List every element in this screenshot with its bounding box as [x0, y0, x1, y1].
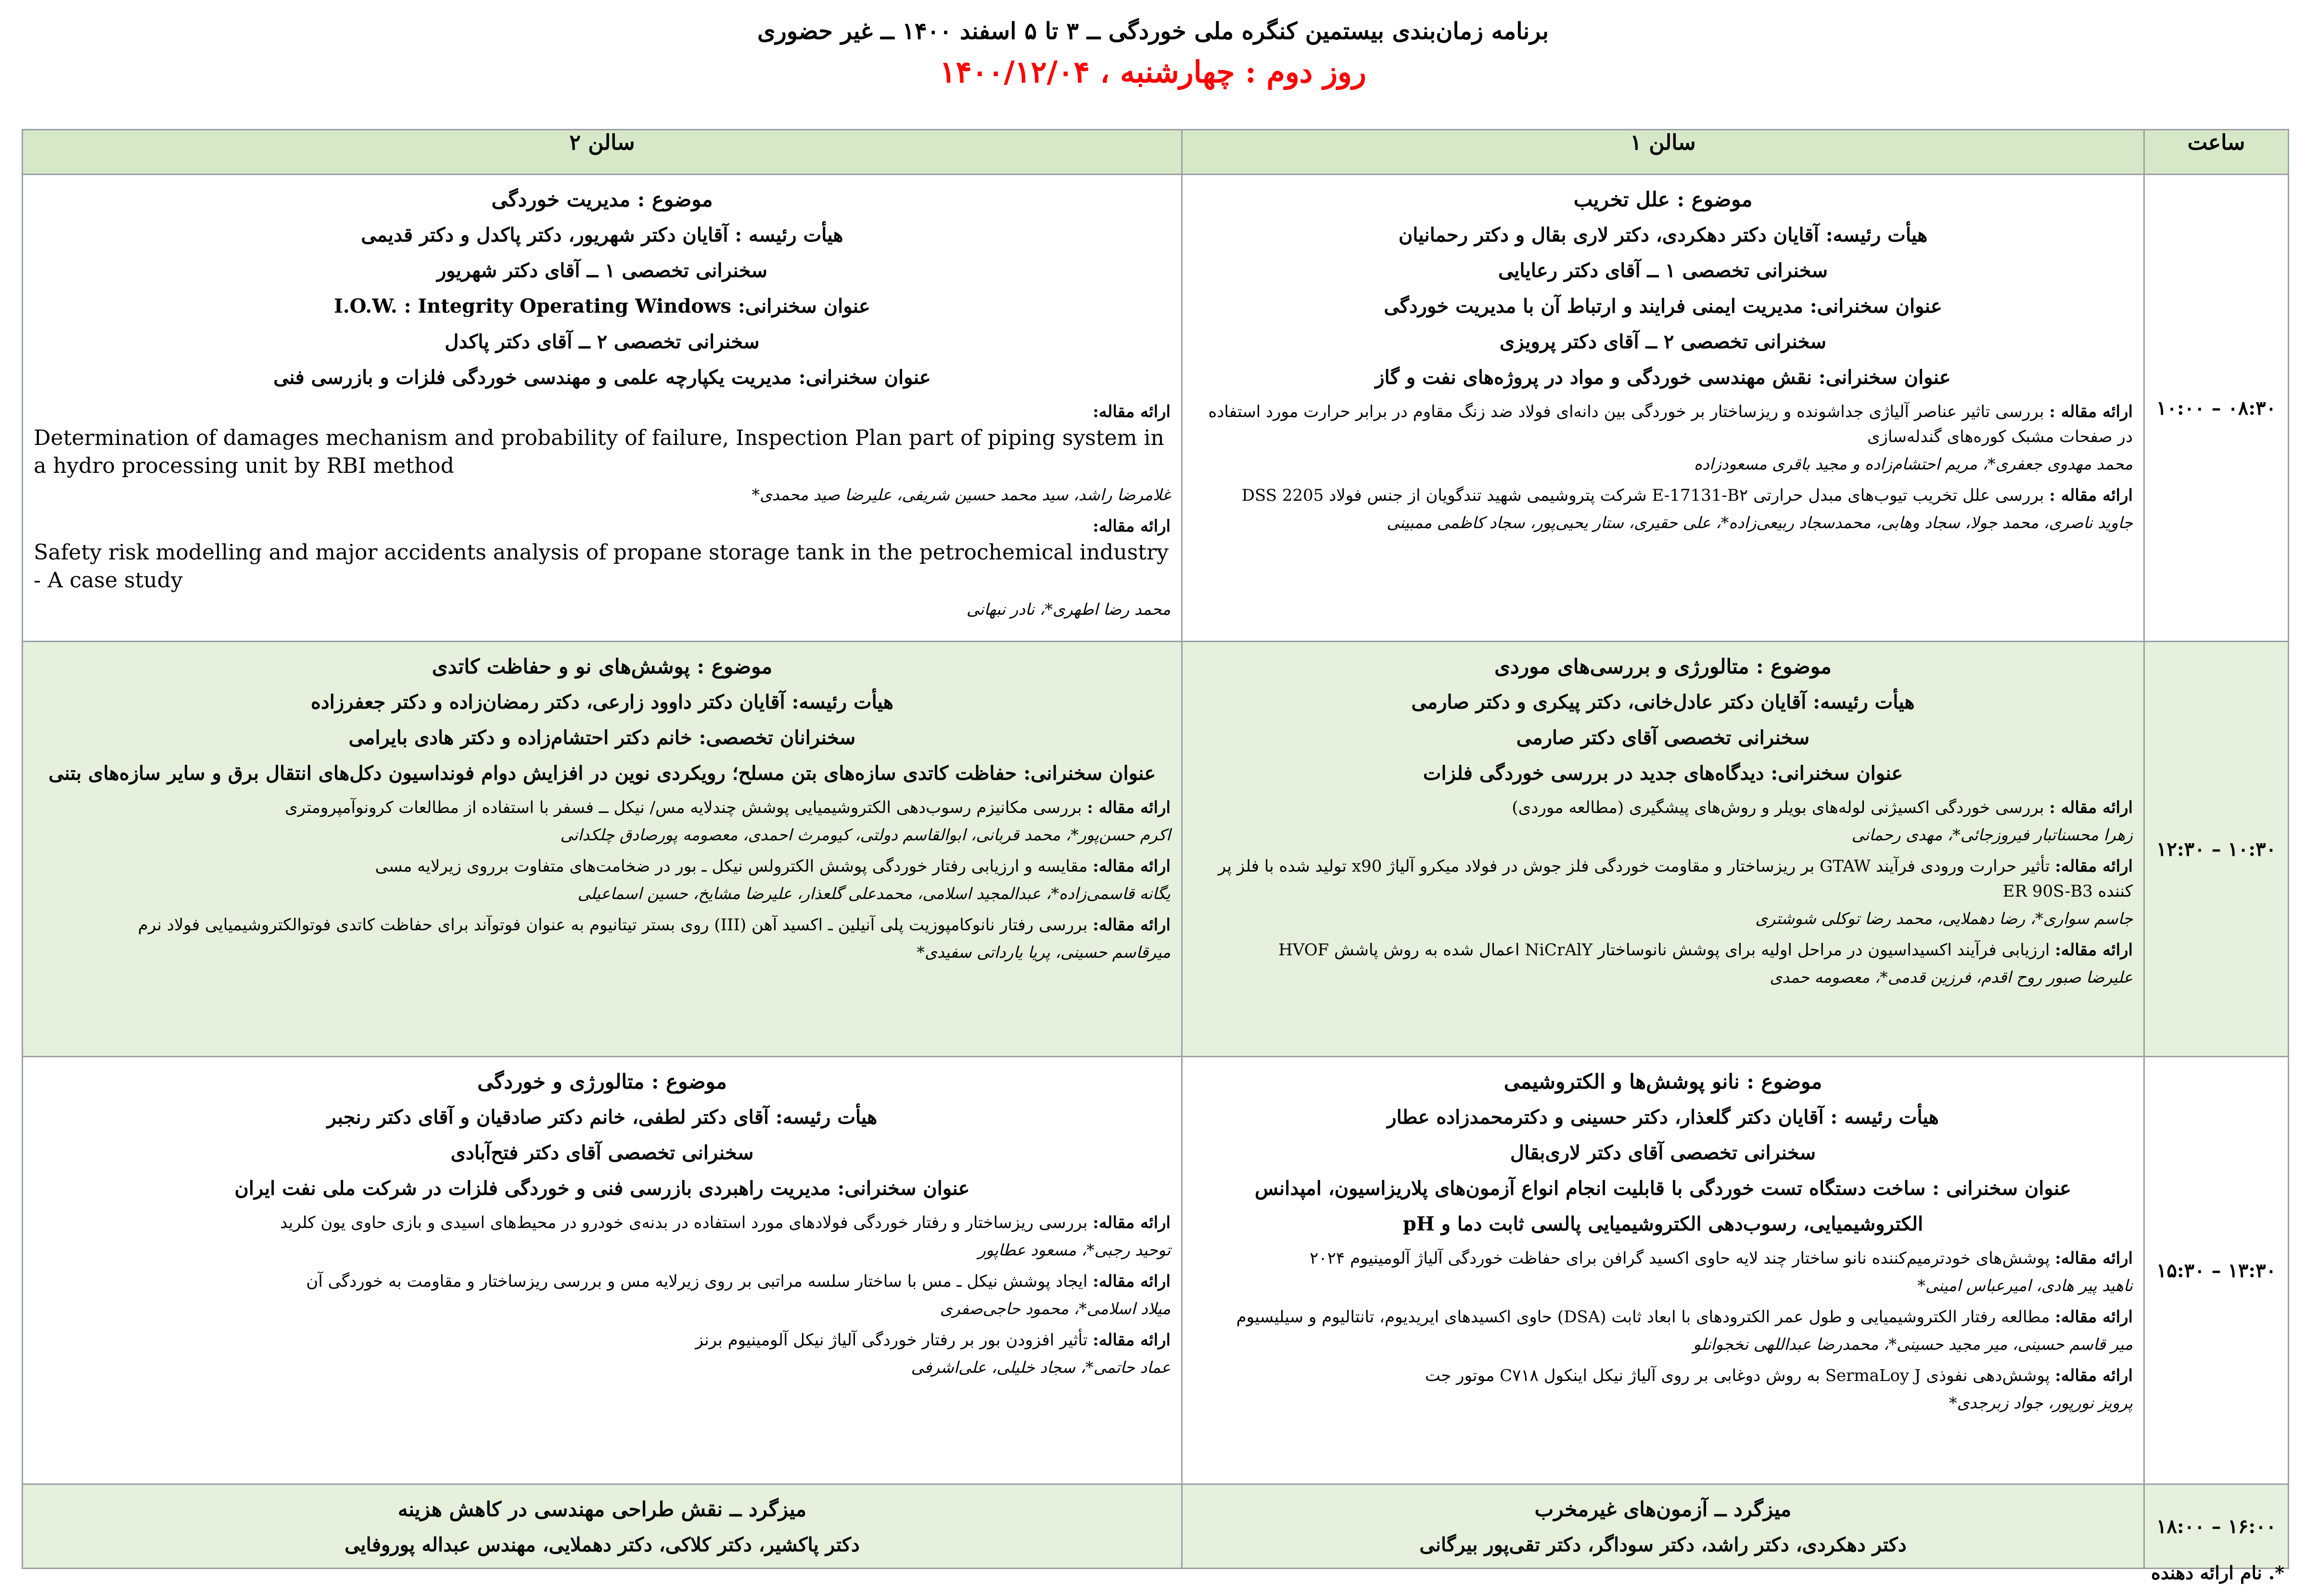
paper-entry [1193, 1305, 2133, 1330]
keynote-line: سخنرانان تخصصی: خانم دکتر احتشام‌زاده و دکتر هادی بایرامی [348, 726, 856, 749]
keynote-line: سخنرانی تخصصی ۱ ــ آقای دکتر شهریور [436, 259, 768, 282]
time-slot: ۱۸:۰۰ – ۱۶:۰۰ [2144, 1484, 2289, 1569]
paper-authors: ناهید پیر هادی، امیرعباس امینی* [1917, 1276, 2133, 1295]
footnote: *. نام ارائه دهنده [2151, 1562, 2284, 1583]
keynote-title: عنوان سخنرانی : ساخت دستگاه تست خوردگی با قابلیت انجام انواع آزمون‌های پلاریزاسیون، امپدانس [1254, 1177, 2072, 1200]
header-hall-1: سالن ۱ [1182, 130, 2144, 175]
paper-entry [34, 1210, 1171, 1235]
chair-line: هیأت رئیسه: آقایان دکتر عادل‌خانی، دکتر پیکری و دکتر صارمی [1411, 691, 1915, 713]
paper-entry [34, 1328, 1171, 1353]
schedule-table [22, 129, 2289, 1569]
paper-entry [1193, 1246, 2133, 1271]
session-topic: موضوع : علل تخریب [1573, 188, 1753, 211]
paper-label: ارائه مقاله: [1093, 857, 1171, 876]
paper-entry [34, 912, 1171, 937]
table-row [23, 1484, 2289, 1569]
paper-authors: غلامرضا راشد، سید محمد حسین شریفی، علیرضا صید محمدی* [752, 485, 1171, 504]
paper-label: ارائه مقاله: [1093, 1213, 1171, 1232]
keynote-title: عنوان سخنرانی: I.O.W. : Integrity Operating Windows [334, 295, 870, 317]
paper-title: مطالعه رفتار الکتروشیمیایی و طول عمر الکترودهای با ابعاد ثابت (DSA) حاوی اکسیدهای ایریدیوم، تانتالیوم و سیلیسیوم [1236, 1307, 2050, 1327]
paper-title: بررسی رفتار نانوکامپوزیت پلی آنیلین ـ اکسید آهن (III) روی بستر تیتانیوم به عنوان فوتوآند برای حفاظت کاتدی فوتوالکتروشیمیایی فولاد نرم [138, 915, 1088, 935]
time-slot: ۱۵:۳۰ – ۱۳:۳۰ [2144, 1057, 2289, 1484]
keynote-title: عنوان سخنرانی: حفاظت کاتدی سازه‌های بتن مسلح؛ رویکردی نوین در افزایش دوام فونداسیون دکل‌های انتقال برق و سایر سازه‌های بتنی [48, 762, 1156, 785]
session-topic: موضوع : پوشش‌های نو و حفاظت کاتدی [432, 655, 773, 678]
paper-authors: اکرم حسن‌پور*، محمد قربانی، ابوالقاسم دولتی، کیومرث احمدی، معصومه پورصادق چلکدانی [560, 825, 1171, 844]
session-topic: موضوع : متالورژی و بررسی‌های موردی [1494, 655, 1832, 678]
paper-label: ارائه مقاله : [2049, 798, 2133, 817]
paper-title: ایجاد پوشش نیکل ـ مس با ساختار سلسه مراتبی بر روی زیرلایه مس و بررسی ریزساختار و مقاومت به خوردگی آن [306, 1272, 1088, 1291]
hall-2-session [23, 642, 1182, 1057]
keynote-line: سخنرانی تخصصی ۲ ــ آقای دکتر پاکدل [445, 330, 760, 353]
paper-authors: توحید رجبی*، مسعود عطاپور [978, 1241, 1171, 1259]
keynote-line: سخنرانی تخصصی آقای دکتر لاری‌بقال [1510, 1141, 1816, 1164]
paper-title: بررسی مکانیزم رسوب‌دهی الکتروشیمیایی پوشش چندلایه مس/ نیکل ــ فسفر با استفاده از مطالعات کرونوآمپرومتری [285, 798, 1082, 817]
paper-authors: جاسم سواری*، رضا دهملایی، محمد رضا توکلی شوشتری [1755, 909, 2133, 928]
hall-1-session [1182, 642, 2144, 1057]
paper-entry [34, 1269, 1171, 1294]
panel-members: دکتر دهکردی، دکتر راشد، دکتر سوداگر، دکتر تقی‌پور بیرگانی [1419, 1533, 1907, 1556]
paper-title: پوشش‌های خودترمیم‌کننده نانو ساختار چند لایه حاوی اکسید گرافن برای حفاظت خوردگی آلیاژ آلومینیوم ۲۰۲۴ [1310, 1249, 2050, 1268]
paper-authors: محمد رضا اطهری*، نادر نبهانی [966, 600, 1171, 619]
paper-label: ارائه مقاله: [1093, 402, 1171, 421]
hall-1-session [1182, 175, 2144, 642]
paper-authors: زهرا محسناتبار فیروزجائی*، مهدی رحمانی [1851, 825, 2133, 844]
paper-label: ارائه مقاله : [2049, 402, 2133, 421]
paper-title: بررسی ریزساختار و رفتار خوردگی فولادهای مورد استفاده در بدنه‌ی خودرو در محیط‌های اسیدی و بازی حاوی یون کلرید [280, 1213, 1088, 1232]
table-row [23, 1057, 2289, 1484]
paper-authors: علیرضا صبور روح اقدم، فرزین قدمی*، معصومه حمدی [1770, 968, 2133, 987]
paper-label: ارائه مقاله : [2049, 486, 2133, 505]
session-topic: موضوع : نانو پوشش‌ها و الکتروشیمی [1503, 1070, 1822, 1093]
paper-entry [34, 399, 1171, 424]
keynote-line: سخنرانی تخصصی آقای دکتر فتح‌آبادی [450, 1141, 754, 1164]
paper-title: پوشش‌دهی نفوذی SermaLoy J به روش دوغابی بر روی آلیاژ نیکل اینکول C۷۱۸ موتور جت [1425, 1366, 2050, 1385]
time-slot: ۱۲:۳۰ – ۱۰:۳۰ [2144, 642, 2289, 1057]
header-time: ساعت [2144, 130, 2289, 175]
time-slot: ۱۰:۰۰ – ۰۸:۳۰ [2144, 175, 2289, 642]
chair-line: هیأت رئیسه : آقایان دکتر شهریور، دکتر پاکدل و دکتر قدیمی [361, 224, 843, 246]
paper-title: Determination of damages mechanism and probability of failure, Inspection Plan part of piping system in a hydro processing unit by RBI method [34, 426, 1164, 478]
paper-entry [1193, 854, 2133, 904]
paper-entry [1193, 399, 2133, 449]
hall-2-session [23, 1057, 1182, 1484]
paper-label: ارائه مقاله: [2055, 940, 2133, 960]
paper-authors: عماد حاتمی*، سجاد خلیلی، علی‌اشرفی [911, 1358, 1171, 1377]
paper-label: ارائه مقاله: [1093, 1330, 1171, 1350]
keynote-title: عنوان سخنرانی: مدیریت راهبردی بازرسی فنی و خوردگی فلزات در شرکت ملی نفت ایران [234, 1177, 970, 1200]
table-header-row [23, 130, 2289, 175]
paper-label: ارائه مقاله: [2055, 1307, 2133, 1327]
paper-label: ارائه مقاله: [1093, 517, 1171, 536]
session-topic: موضوع : متالورژی و خوردگی [477, 1070, 727, 1093]
session-topic: موضوع : مدیریت خوردگی [491, 188, 713, 211]
panel-members: دکتر پاکشیر، دکتر کلاکی، دکتر دهملایی، مهندس عبداله پوروفایی [344, 1533, 860, 1556]
paper-authors: میرقاسم حسینی، پریا یارداتی سفیدی* [917, 943, 1171, 962]
paper-label: ارائه مقاله: [1093, 915, 1171, 935]
paper-title: تأثیر حرارت ورودی فرآیند GTAW بر ریزساختار و مقاومت خوردگی فلز جوش در فولاد میکرو آلیاژ x90 تولید شده با فلز پر کننده ER 90S-B3 [1218, 857, 2133, 901]
keynote-line: سخنرانی تخصصی ۱ ــ آقای دکتر رعایایی [1498, 259, 1828, 282]
keynote-title: عنوان سخنرانی: نقش مهندسی خوردگی و مواد در پروژه‌های نفت و گاز [1375, 366, 1951, 389]
keynote-title: عنوان سخنرانی: مدیریت ایمنی فرایند و ارتباط آن با مدیریت خوردگی [1384, 295, 1942, 317]
day-title: روز دوم : چهارشنبه ، ۱۴۰۰/۱۲/۰۴ [940, 54, 1366, 89]
keynote-line: سخنرانی تخصصی آقای دکتر صارمی [1516, 726, 1810, 749]
paper-label: ارائه مقاله: [1093, 1272, 1171, 1291]
chair-line: هیأت رئیسه: آقایان دکتر داوود زارعی، دکتر رمضان‌زاده و دکتر جعفرزاده [310, 691, 894, 713]
paper-authors: میلاد اسلامی*، محمود حاجی‌صفری [940, 1299, 1171, 1318]
keynote-title: عنوان سخنرانی: مدیریت یکپارچه علمی و مهندسی خوردگی فلزات و بازرسی فنی [273, 366, 931, 389]
paper-authors: محمد مهدوی جعفری*، مریم احتشام‌زاده و مجید باقری مسعودزاده [1694, 455, 2133, 473]
hall-2-session [23, 175, 1182, 642]
paper-entry [1193, 795, 2133, 820]
hall-2-session [23, 1484, 1182, 1569]
hall-1-session [1182, 1484, 2144, 1569]
paper-entry [34, 514, 1171, 539]
paper-label: ارائه مقاله: [2055, 1249, 2133, 1268]
paper-title: Safety risk modelling and major accidents analysis of propane storage tank in the petrochemical industry - A case study [34, 540, 1169, 593]
chair-line: هیأت رئیسه: آقای دکتر لطفی، خانم دکتر صادقیان و آقای دکتر رنجبر [327, 1106, 878, 1128]
paper-title: بررسی خوردگی اکسیژنی لوله‌های بویلر و روش‌های پیشگیری (مطالعه موردی) [1512, 798, 2044, 817]
page-title: برنامه زمان‌بندی بیستمین کنگره ملی خوردگی ــ ۳ تا ۵ اسفند ۱۴۰۰ ــ غیر حضوری [757, 18, 1549, 45]
paper-authors: یگانه قاسمی‌زاده*، عبدالمجید اسلامی، محمدعلی گلعذار، علیرضا مشایخ، حسین اسماعیلی [577, 884, 1171, 903]
chair-line: هیأت رئیسه : آقایان دکتر گلعذار، دکتر حسینی و دکترمحمدزاده عطار [1387, 1106, 1939, 1128]
paper-authors: میر قاسم حسینی، میر مجید حسینی*، محمدرضا عبداللهی نخجوانلو [1693, 1335, 2133, 1354]
paper-label: ارائه مقاله : [1087, 798, 1171, 817]
paper-authors: جاوید ناصری، محمد جولا، سجاد وهابی، محمدسجاد ربیعی‌زاده*، علی حقیری، ستار یحیی‌پور، سجاد کاظمی ممبینی [1387, 513, 2133, 532]
paper-authors: پرویز نورپور، جواد زبرجدی* [1949, 1393, 2133, 1412]
session-topic: میزگرد ــ آزمون‌های غیرمخرب [1534, 1497, 1792, 1521]
paper-entry [1193, 483, 2133, 508]
paper-title: مقایسه و ارزیابی رفتار خوردگی پوشش الکترولس نیکل ـ بور در ضخامت‌های متفاوت برروی زیرلایه مسی [375, 857, 1088, 876]
table-row [23, 642, 2289, 1057]
keynote-title: الکتروشیمیایی، رسوب‌دهی الکتروشیمیایی پالسی ثابت دما و pH [1402, 1213, 1924, 1235]
paper-label: ارائه مقاله: [2055, 1366, 2133, 1385]
table-row [23, 175, 2289, 642]
paper-entry [1193, 1363, 2133, 1388]
paper-title: ارزیابی فرآیند اکسیداسیون در مراحل اولیه برای پوشش نانوساختار NiCrAlY اعمال شده به روش پاشش HVOF [1278, 940, 2050, 960]
paper-entry [1193, 937, 2133, 963]
paper-title: تأثیر افزودن بور بر رفتار خوردگی آلیاژ نیکل آلومینیوم برنز [695, 1330, 1088, 1350]
keynote-line: سخنرانی تخصصی ۲ ــ آقای دکتر پرویزی [1500, 330, 1826, 353]
keynote-title: عنوان سخنرانی: دیدگاه‌های جدید در بررسی خوردگی فلزات [1423, 762, 1903, 785]
paper-entry [34, 795, 1171, 820]
session-topic: میزگرد ــ نقش طراحی مهندسی در کاهش هزینه [397, 1497, 807, 1521]
hall-1-session [1182, 1057, 2144, 1484]
paper-entry [34, 854, 1171, 879]
paper-title: بررسی علل تخریب تیوب‌های مبدل حرارتی E-17131-B۲ شرکت پتروشیمی شهید تندگویان از جنس فولاد DSS 2205 [1241, 486, 2044, 505]
paper-label: ارائه مقاله: [2055, 857, 2133, 876]
paper-title: بررسی تاثیر عناصر آلیاژی جداشونده و ریزساختار بر خوردگی بین دانه‌ای فولاد ضد زنگ مقاوم در برابر حرارت مورد استفاده در صفحات مشبک کوره‌های گندله‌سازی [1208, 402, 2133, 446]
header-hall-2: سالن ۲ [23, 130, 1182, 175]
chair-line: هیأت رئیسه: آقایان دکتر دهکردی، دکتر لاری بقال و دکتر رحمانیان [1398, 224, 1928, 246]
